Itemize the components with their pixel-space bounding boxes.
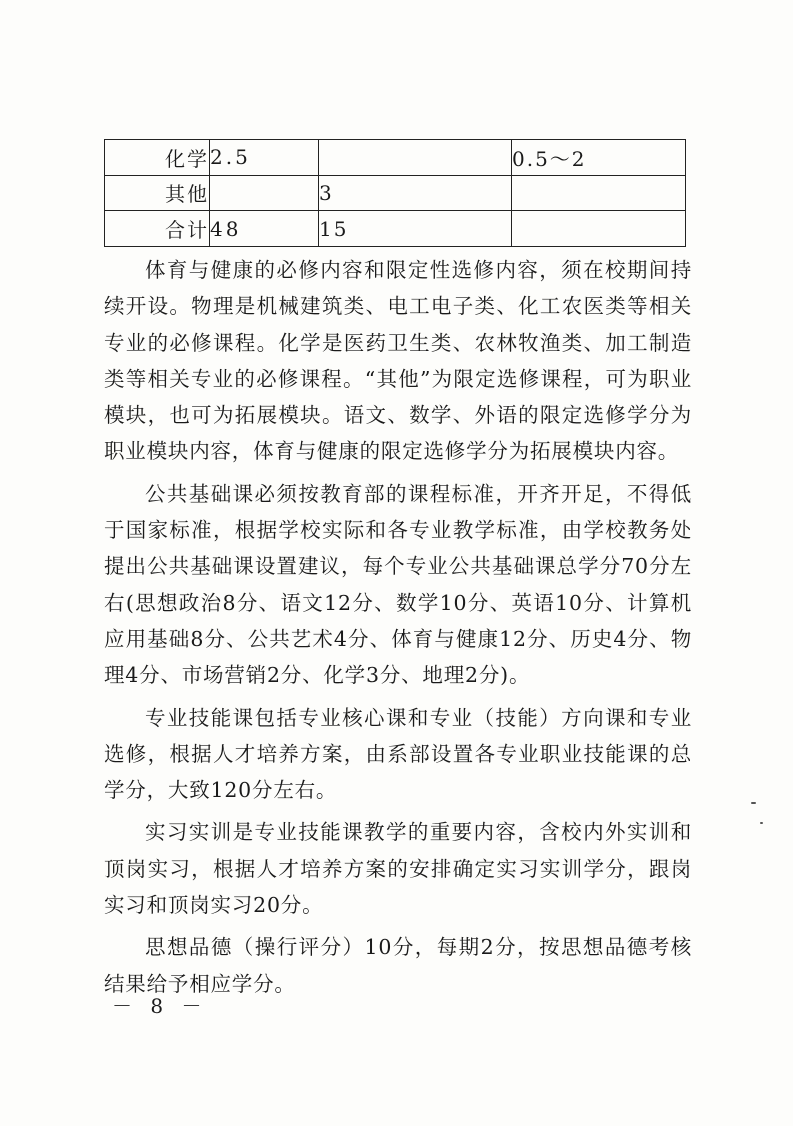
table-row xyxy=(105,211,686,247)
table-cell: 0.5～2 xyxy=(512,140,686,176)
table-cell: 48 xyxy=(210,211,319,247)
paragraph: 公共基础课必须按教育部的课程标准，开齐开足，不得低于国家标准，根据学校实际和各专业教学标准，由学校教务处提出公共基础课设置建议，每个专业公共基础课总学分70分左右(思想政治8分、语文12分、数学10分、英语10分、计算机应用基础8分、公共艺术4分、体育与健康12分、历史4分、物理4分、市场营销2分、化学3分、地理2分)。 xyxy=(104,481,692,688)
paragraph: 体育与健康的必修内容和限定性选修内容，须在校期间持续开设。物理是机械建筑类、电工电子类、化工农医类等相关专业的必修课程。化学是医药卫生类、农林牧渔类、加工制造类等相关专业的必修课程。“其他”为限定选修课程，可为职业模块，也可为拓展模块。语文、数学、外语的限定选修学分为职业模块内容，体育与健康的限定选修学分为拓展模块内容。 xyxy=(104,258,692,464)
table-cell xyxy=(512,175,686,211)
scan-mark xyxy=(760,822,763,824)
table-cell-subject: 化学 xyxy=(105,140,210,176)
page-number: － 8 － xyxy=(112,994,208,1018)
credit-table xyxy=(104,139,686,247)
paragraph: 实习实训是专业技能课教学的重要内容，含校内外实训和顶岗实习，根据人才培养方案的安排确定实习实训学分，跟岗实习和顶岗实习20分。 xyxy=(104,820,692,918)
table-cell: 3 xyxy=(319,175,512,211)
table-row xyxy=(105,175,686,211)
paragraph: 专业技能课包括专业核心课和专业（技能）方向课和专业选修，根据人才培养方案，由系部设置各专业职业技能课的总学分，大致120分左右。 xyxy=(104,705,692,803)
table-cell-subject: 其他 xyxy=(105,175,210,211)
paragraph: 思想品德（操行评分）10分，每期2分，按思想品德考核结果给予相应学分。 xyxy=(104,935,692,996)
scan-mark xyxy=(751,802,756,804)
table-cell xyxy=(512,211,686,247)
table-cell-subject: 合计 xyxy=(105,211,210,247)
table-cell: 2.5 xyxy=(210,140,319,176)
table-cell xyxy=(210,175,319,211)
body-text xyxy=(104,252,692,1008)
table-cell xyxy=(319,140,512,176)
table-cell: 15 xyxy=(319,211,512,247)
table-row xyxy=(105,140,686,176)
